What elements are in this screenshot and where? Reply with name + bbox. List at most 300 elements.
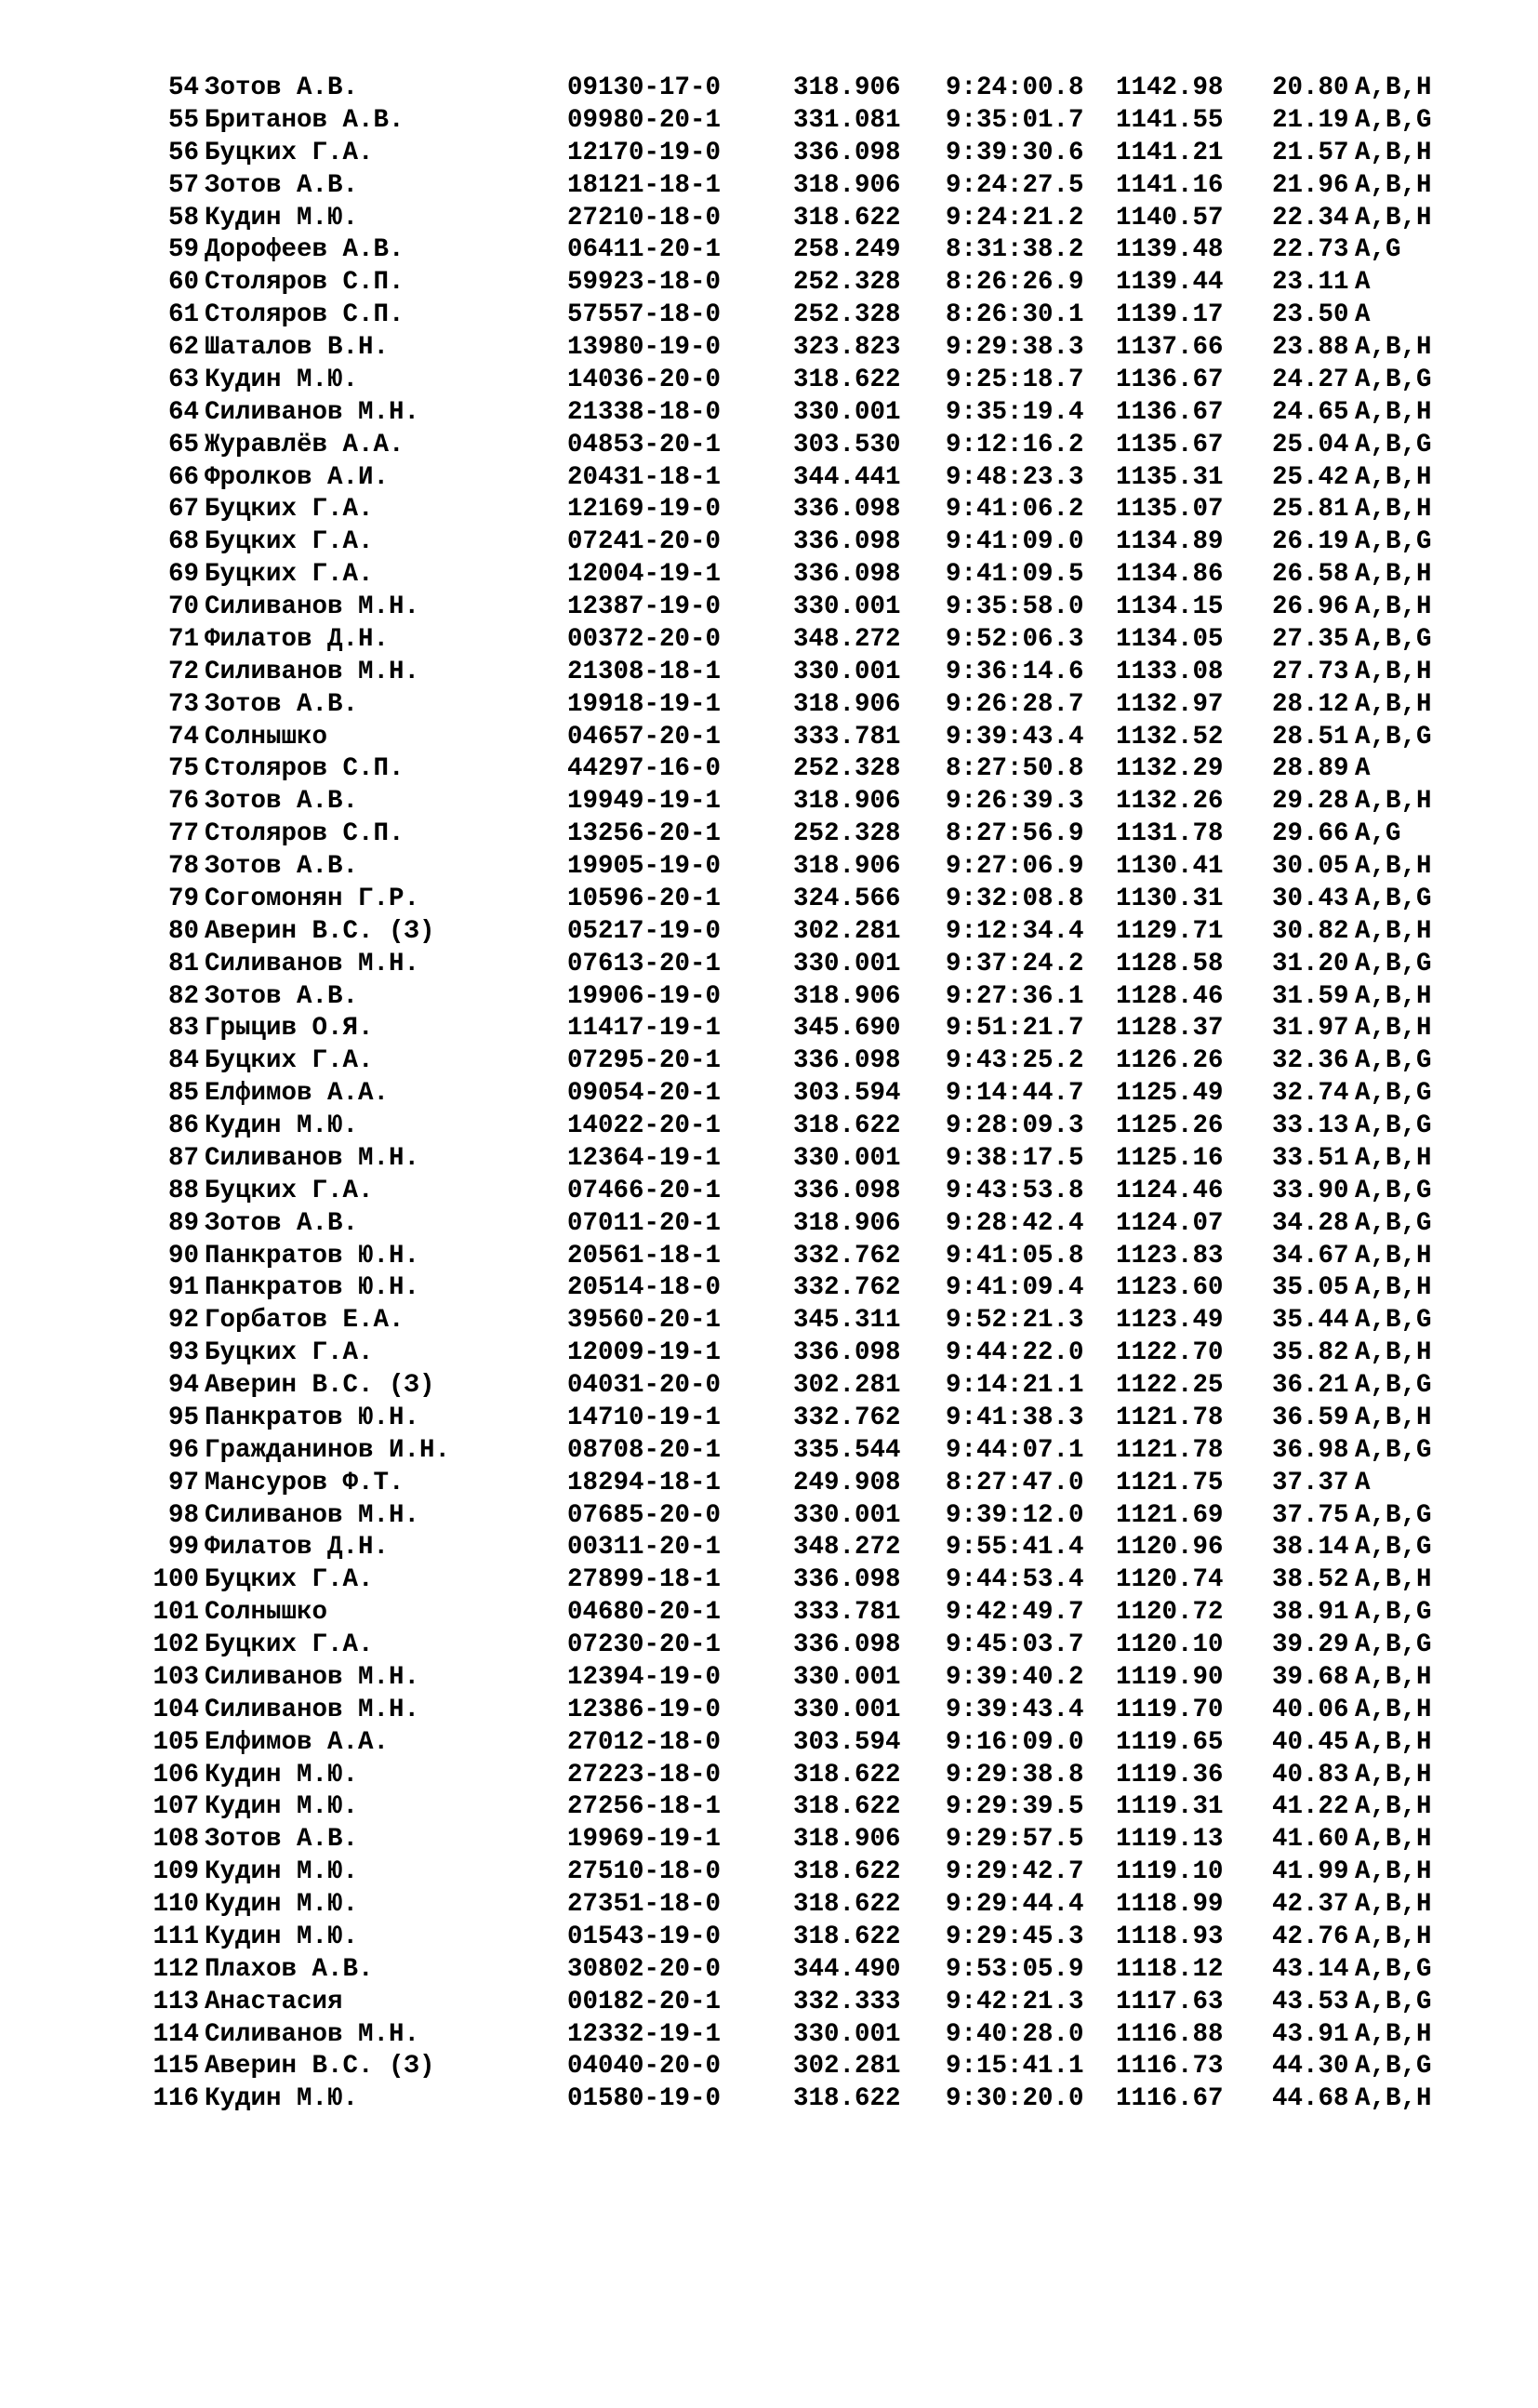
arrival-time-cell: 9:44:07.1 <box>946 1435 1084 1465</box>
distance-cell: 318.906 <box>793 852 901 881</box>
table-row <box>0 657 1538 689</box>
speed-cell: 1139.44 <box>1116 268 1224 298</box>
ring-number-cell: 20514-18-0 <box>567 1273 722 1303</box>
table-row <box>0 916 1538 949</box>
categories-cell: A,B,H <box>1355 1338 1432 1368</box>
table-row <box>0 1791 1538 1824</box>
distance-cell: 330.001 <box>793 1695 901 1724</box>
distance-cell: 330.001 <box>793 592 901 621</box>
fancier-name-cell: Силиванов М.Н. <box>205 2019 420 2049</box>
place-cell: 94 <box>167 1371 199 1400</box>
fancier-name-cell: Дорофеев А.В. <box>205 235 404 265</box>
table-row <box>0 689 1538 722</box>
arrival-time-cell: 9:44:53.4 <box>946 1565 1084 1595</box>
place-cell: 87 <box>167 1143 199 1173</box>
coefficient-cell: 36.98 <box>1272 1435 1349 1465</box>
distance-cell: 252.328 <box>793 268 901 298</box>
ring-number-cell: 11417-19-1 <box>567 1014 722 1044</box>
speed-cell: 1140.57 <box>1116 203 1224 233</box>
fancier-name-cell: Елфимов А.А. <box>205 1079 390 1109</box>
distance-cell: 336.098 <box>793 1565 901 1595</box>
place-cell: 91 <box>167 1273 199 1303</box>
table-row <box>0 1176 1538 1208</box>
arrival-time-cell: 9:26:39.3 <box>946 787 1084 817</box>
speed-cell: 1134.15 <box>1116 592 1224 621</box>
fancier-name-cell: Плахов А.В. <box>205 1954 374 1984</box>
ring-number-cell: 14036-20-0 <box>567 365 722 394</box>
arrival-time-cell: 9:29:38.8 <box>946 1760 1084 1789</box>
categories-cell: A,B,G <box>1355 430 1432 459</box>
speed-cell: 1135.07 <box>1116 495 1224 525</box>
ring-number-cell: 59923-18-0 <box>567 268 722 298</box>
fancier-name-cell: Буцких Г.А. <box>205 495 374 525</box>
ring-number-cell: 27223-18-0 <box>567 1760 722 1789</box>
categories-cell: A,B,G <box>1355 1079 1432 1109</box>
place-cell: 103 <box>152 1662 199 1692</box>
place-cell: 76 <box>167 787 199 817</box>
fancier-name-cell: Буцких Г.А. <box>205 560 374 590</box>
table-row <box>0 2019 1538 2052</box>
fancier-name-cell: Кудин М.Ю. <box>205 1890 359 1919</box>
table-row <box>0 1987 1538 2019</box>
arrival-time-cell: 9:39:43.4 <box>946 722 1084 752</box>
speed-cell: 1118.93 <box>1116 1922 1224 1951</box>
arrival-time-cell: 9:40:28.0 <box>946 2019 1084 2049</box>
table-row <box>0 1922 1538 1954</box>
distance-cell: 318.622 <box>793 365 901 394</box>
table-row <box>0 234 1538 267</box>
distance-cell: 336.098 <box>793 138 901 167</box>
fancier-name-cell: Панкратов Ю.Н. <box>205 1273 420 1303</box>
distance-cell: 252.328 <box>793 754 901 784</box>
arrival-time-cell: 9:55:41.4 <box>946 1533 1084 1563</box>
categories-cell: A,B,G <box>1355 1371 1432 1400</box>
categories-cell: A,B,G <box>1355 1533 1432 1563</box>
ring-number-cell: 04040-20-0 <box>567 2052 722 2082</box>
categories-cell: A,B,G <box>1355 1176 1432 1205</box>
coefficient-cell: 28.12 <box>1272 689 1349 719</box>
ring-number-cell: 09980-20-1 <box>567 105 722 135</box>
distance-cell: 318.622 <box>793 1922 901 1951</box>
ring-number-cell: 30802-20-0 <box>567 1954 722 1984</box>
fancier-name-cell: Шаталов В.Н. <box>205 333 390 362</box>
fancier-name-cell: Кудин М.Ю. <box>205 365 359 394</box>
fancier-name-cell: Грыцив О.Я. <box>205 1014 374 1044</box>
coefficient-cell: 43.53 <box>1272 1987 1349 2016</box>
fancier-name-cell: Анастасия <box>205 1987 343 2016</box>
distance-cell: 323.823 <box>793 333 901 362</box>
table-row <box>0 1760 1538 1792</box>
coefficient-cell: 31.20 <box>1272 949 1349 978</box>
categories-cell: A,B,H <box>1355 495 1432 525</box>
table-row <box>0 1597 1538 1630</box>
coefficient-cell: 33.90 <box>1272 1176 1349 1205</box>
table-row <box>0 526 1538 559</box>
fancier-name-cell: Силиванов М.Н. <box>205 1695 420 1724</box>
fancier-name-cell: Зотов А.В. <box>205 852 359 881</box>
categories-cell: A,B,G <box>1355 105 1432 135</box>
coefficient-cell: 22.73 <box>1272 235 1349 265</box>
fancier-name-cell: Горбатов Е.А. <box>205 1306 404 1336</box>
distance-cell: 318.622 <box>793 1890 901 1919</box>
coefficient-cell: 29.66 <box>1272 819 1349 849</box>
distance-cell: 345.311 <box>793 1306 901 1336</box>
place-cell: 105 <box>152 1727 199 1757</box>
coefficient-cell: 43.14 <box>1272 1954 1349 1984</box>
fancier-name-cell: Силиванов М.Н. <box>205 397 420 427</box>
ring-number-cell: 14710-19-1 <box>567 1403 722 1432</box>
ring-number-cell: 04657-20-1 <box>567 722 722 752</box>
ring-number-cell: 18294-18-1 <box>567 1468 722 1497</box>
categories-cell: A,B,H <box>1355 333 1432 362</box>
coefficient-cell: 34.67 <box>1272 1241 1349 1271</box>
ring-number-cell: 27210-18-0 <box>567 203 722 233</box>
speed-cell: 1139.48 <box>1116 235 1224 265</box>
place-cell: 86 <box>167 1111 199 1140</box>
ring-number-cell: 01580-19-0 <box>567 2084 722 2114</box>
categories-cell: A,B,H <box>1355 657 1432 686</box>
ring-number-cell: 13256-20-1 <box>567 819 722 849</box>
categories-cell: A,B,G <box>1355 722 1432 752</box>
distance-cell: 332.762 <box>793 1273 901 1303</box>
place-cell: 70 <box>167 592 199 621</box>
speed-cell: 1141.55 <box>1116 105 1224 135</box>
fancier-name-cell: Буцких Г.А. <box>205 1046 374 1076</box>
ring-number-cell: 57557-18-0 <box>567 300 722 330</box>
coefficient-cell: 24.65 <box>1272 397 1349 427</box>
categories-cell: A,B,H <box>1355 2019 1432 2049</box>
coefficient-cell: 40.06 <box>1272 1695 1349 1724</box>
categories-cell: A,G <box>1355 819 1401 849</box>
ring-number-cell: 44297-16-0 <box>567 754 722 784</box>
categories-cell: A,B,H <box>1355 689 1432 719</box>
ring-number-cell: 04680-20-1 <box>567 1598 722 1628</box>
distance-cell: 318.906 <box>793 1208 901 1238</box>
place-cell: 84 <box>167 1046 199 1076</box>
coefficient-cell: 22.34 <box>1272 203 1349 233</box>
table-row <box>0 1111 1538 1143</box>
speed-cell: 1118.12 <box>1116 1954 1224 1984</box>
coefficient-cell: 27.73 <box>1272 657 1349 686</box>
table-row <box>0 1564 1538 1597</box>
arrival-time-cell: 9:16:09.0 <box>946 1727 1084 1757</box>
coefficient-cell: 30.43 <box>1272 884 1349 913</box>
distance-cell: 249.908 <box>793 1468 901 1497</box>
place-cell: 83 <box>167 1014 199 1044</box>
categories-cell: A <box>1355 300 1371 330</box>
categories-cell: A,B,H <box>1355 592 1432 621</box>
ring-number-cell: 08708-20-1 <box>567 1435 722 1465</box>
table-row <box>0 1272 1538 1305</box>
place-cell: 54 <box>167 73 199 102</box>
categories-cell: A,B,G <box>1355 1630 1432 1659</box>
table-row <box>0 1370 1538 1403</box>
coefficient-cell: 37.37 <box>1272 1468 1349 1497</box>
speed-cell: 1116.73 <box>1116 2052 1224 2082</box>
speed-cell: 1134.05 <box>1116 624 1224 654</box>
arrival-time-cell: 8:26:26.9 <box>946 268 1084 298</box>
ring-number-cell: 04853-20-1 <box>567 430 722 459</box>
categories-cell: A,B,H <box>1355 73 1432 102</box>
table-row <box>0 1662 1538 1695</box>
ring-number-cell: 07230-20-1 <box>567 1630 722 1659</box>
speed-cell: 1119.65 <box>1116 1727 1224 1757</box>
speed-cell: 1119.31 <box>1116 1792 1224 1822</box>
arrival-time-cell: 9:24:27.5 <box>946 170 1084 200</box>
categories-cell: A,B,H <box>1355 462 1432 492</box>
ring-number-cell: 27899-18-1 <box>567 1565 722 1595</box>
coefficient-cell: 25.04 <box>1272 430 1349 459</box>
arrival-time-cell: 9:29:39.5 <box>946 1792 1084 1822</box>
table-row <box>0 559 1538 592</box>
speed-cell: 1117.63 <box>1116 1987 1224 2016</box>
distance-cell: 303.594 <box>793 1727 901 1757</box>
arrival-time-cell: 9:43:25.2 <box>946 1046 1084 1076</box>
speed-cell: 1136.67 <box>1116 397 1224 427</box>
distance-cell: 318.622 <box>793 1792 901 1822</box>
speed-cell: 1128.46 <box>1116 981 1224 1011</box>
fancier-name-cell: Кудин М.Ю. <box>205 2084 359 2114</box>
fancier-name-cell: Буцких Г.А. <box>205 527 374 557</box>
distance-cell: 303.594 <box>793 1079 901 1109</box>
ring-number-cell: 12169-19-0 <box>567 495 722 525</box>
distance-cell: 302.281 <box>793 2052 901 2082</box>
categories-cell: A,B,H <box>1355 138 1432 167</box>
distance-cell: 258.249 <box>793 235 901 265</box>
place-cell: 88 <box>167 1176 199 1205</box>
arrival-time-cell: 9:43:53.8 <box>946 1176 1084 1205</box>
speed-cell: 1122.70 <box>1116 1338 1224 1368</box>
place-cell: 57 <box>167 170 199 200</box>
table-row <box>0 1078 1538 1111</box>
fancier-name-cell: Гражданинов И.Н. <box>205 1435 451 1465</box>
arrival-time-cell: 9:14:21.1 <box>946 1371 1084 1400</box>
place-cell: 74 <box>167 722 199 752</box>
coefficient-cell: 32.74 <box>1272 1079 1349 1109</box>
fancier-name-cell: Силиванов М.Н. <box>205 592 420 621</box>
ring-number-cell: 07295-20-1 <box>567 1046 722 1076</box>
arrival-time-cell: 9:24:21.2 <box>946 203 1084 233</box>
place-cell: 98 <box>167 1500 199 1530</box>
fancier-name-cell: Елфимов А.А. <box>205 1727 390 1757</box>
place-cell: 58 <box>167 203 199 233</box>
fancier-name-cell: Филатов Д.Н. <box>205 1533 390 1563</box>
arrival-time-cell: 8:31:38.2 <box>946 235 1084 265</box>
speed-cell: 1135.31 <box>1116 462 1224 492</box>
fancier-name-cell: Аверин В.С. (З) <box>205 1371 435 1400</box>
distance-cell: 336.098 <box>793 1176 901 1205</box>
ring-number-cell: 18121-18-1 <box>567 170 722 200</box>
table-row <box>0 170 1538 203</box>
speed-cell: 1134.86 <box>1116 560 1224 590</box>
fancier-name-cell: Силиванов М.Н. <box>205 1143 420 1173</box>
categories-cell: A,B,G <box>1355 1306 1432 1336</box>
distance-cell: 331.081 <box>793 105 901 135</box>
coefficient-cell: 41.60 <box>1272 1825 1349 1855</box>
ring-number-cell: 14022-20-1 <box>567 1111 722 1140</box>
speed-cell: 1123.83 <box>1116 1241 1224 1271</box>
categories-cell: A,B,H <box>1355 1760 1432 1789</box>
categories-cell: A,B,G <box>1355 1598 1432 1628</box>
categories-cell: A,B,G <box>1355 365 1432 394</box>
fancier-name-cell: Кудин М.Ю. <box>205 1760 359 1789</box>
fancier-name-cell: Солнышко <box>205 722 328 752</box>
table-row <box>0 494 1538 526</box>
place-cell: 71 <box>167 624 199 654</box>
arrival-time-cell: 8:27:56.9 <box>946 819 1084 849</box>
arrival-time-cell: 9:45:03.7 <box>946 1630 1084 1659</box>
ring-number-cell: 07241-20-0 <box>567 527 722 557</box>
categories-cell: A,B,H <box>1355 981 1432 1011</box>
categories-cell: A,B,H <box>1355 1695 1432 1724</box>
table-row <box>0 1856 1538 1889</box>
arrival-time-cell: 9:51:21.7 <box>946 1014 1084 1044</box>
ring-number-cell: 27510-18-0 <box>567 1857 722 1887</box>
fancier-name-cell: Буцких Г.А. <box>205 1565 374 1595</box>
ring-number-cell: 20431-18-1 <box>567 462 722 492</box>
arrival-time-cell: 9:48:23.3 <box>946 462 1084 492</box>
coefficient-cell: 35.44 <box>1272 1306 1349 1336</box>
ring-number-cell: 27256-18-1 <box>567 1792 722 1822</box>
speed-cell: 1119.10 <box>1116 1857 1224 1887</box>
categories-cell: A,B,G <box>1355 1111 1432 1140</box>
coefficient-cell: 31.97 <box>1272 1014 1349 1044</box>
coefficient-cell: 40.83 <box>1272 1760 1349 1789</box>
coefficient-cell: 28.51 <box>1272 722 1349 752</box>
coefficient-cell: 25.81 <box>1272 495 1349 525</box>
categories-cell: A,B,H <box>1355 1825 1432 1855</box>
place-cell: 68 <box>167 527 199 557</box>
speed-cell: 1122.25 <box>1116 1371 1224 1400</box>
distance-cell: 252.328 <box>793 300 901 330</box>
speed-cell: 1133.08 <box>1116 657 1224 686</box>
arrival-time-cell: 9:41:09.5 <box>946 560 1084 590</box>
place-cell: 61 <box>167 300 199 330</box>
fancier-name-cell: Филатов Д.Н. <box>205 624 390 654</box>
categories-cell: A,B,G <box>1355 884 1432 913</box>
place-cell: 89 <box>167 1208 199 1238</box>
categories-cell: A,B,H <box>1355 1143 1432 1173</box>
categories-cell: A,B,H <box>1355 1922 1432 1951</box>
table-row <box>0 1468 1538 1500</box>
table-row <box>0 1143 1538 1176</box>
coefficient-cell: 23.50 <box>1272 300 1349 330</box>
speed-cell: 1142.98 <box>1116 73 1224 102</box>
arrival-time-cell: 9:39:43.4 <box>946 1695 1084 1724</box>
ring-number-cell: 07466-20-1 <box>567 1176 722 1205</box>
distance-cell: 336.098 <box>793 527 901 557</box>
coefficient-cell: 32.36 <box>1272 1046 1349 1076</box>
arrival-time-cell: 9:12:16.2 <box>946 430 1084 459</box>
speed-cell: 1119.70 <box>1116 1695 1224 1724</box>
coefficient-cell: 37.75 <box>1272 1500 1349 1530</box>
table-row <box>0 1241 1538 1273</box>
table-row <box>0 267 1538 299</box>
place-cell: 115 <box>152 2052 199 2082</box>
ring-number-cell: 39560-20-1 <box>567 1306 722 1336</box>
place-cell: 73 <box>167 689 199 719</box>
ring-number-cell: 05217-19-0 <box>567 916 722 946</box>
place-cell: 97 <box>167 1468 199 1497</box>
categories-cell: A,B,H <box>1355 1662 1432 1692</box>
arrival-time-cell: 9:15:41.1 <box>946 2052 1084 2082</box>
arrival-time-cell: 9:29:57.5 <box>946 1825 1084 1855</box>
table-row <box>0 851 1538 884</box>
arrival-time-cell: 9:30:20.0 <box>946 2084 1084 2114</box>
ring-number-cell: 12386-19-0 <box>567 1695 722 1724</box>
table-row <box>0 1727 1538 1760</box>
speed-cell: 1120.96 <box>1116 1533 1224 1563</box>
distance-cell: 348.272 <box>793 624 901 654</box>
coefficient-cell: 35.82 <box>1272 1338 1349 1368</box>
ring-number-cell: 20561-18-1 <box>567 1241 722 1271</box>
distance-cell: 330.001 <box>793 397 901 427</box>
place-cell: 59 <box>167 235 199 265</box>
table-row <box>0 753 1538 786</box>
coefficient-cell: 29.28 <box>1272 787 1349 817</box>
fancier-name-cell: Согомонян Г.Р. <box>205 884 420 913</box>
speed-cell: 1125.16 <box>1116 1143 1224 1173</box>
coefficient-cell: 39.29 <box>1272 1630 1349 1659</box>
distance-cell: 345.690 <box>793 1014 901 1044</box>
fancier-name-cell: Зотов А.В. <box>205 1208 359 1238</box>
arrival-time-cell: 9:39:12.0 <box>946 1500 1084 1530</box>
table-row <box>0 397 1538 430</box>
coefficient-cell: 20.80 <box>1272 73 1349 102</box>
place-cell: 67 <box>167 495 199 525</box>
table-row <box>0 1013 1538 1045</box>
coefficient-cell: 24.27 <box>1272 365 1349 394</box>
ring-number-cell: 04031-20-0 <box>567 1371 722 1400</box>
speed-cell: 1120.72 <box>1116 1598 1224 1628</box>
ring-number-cell: 00311-20-1 <box>567 1533 722 1563</box>
categories-cell: A,B,H <box>1355 1727 1432 1757</box>
distance-cell: 318.622 <box>793 2084 901 2114</box>
place-cell: 107 <box>152 1792 199 1822</box>
ring-number-cell: 19969-19-1 <box>567 1825 722 1855</box>
speed-cell: 1120.10 <box>1116 1630 1224 1659</box>
fancier-name-cell: Буцких Г.А. <box>205 1630 374 1659</box>
speed-cell: 1130.41 <box>1116 852 1224 881</box>
arrival-time-cell: 9:39:30.6 <box>946 138 1084 167</box>
table-row <box>0 818 1538 851</box>
arrival-time-cell: 9:41:38.3 <box>946 1403 1084 1432</box>
arrival-time-cell: 9:41:09.4 <box>946 1273 1084 1303</box>
speed-cell: 1132.97 <box>1116 689 1224 719</box>
ring-number-cell: 00372-20-0 <box>567 624 722 654</box>
distance-cell: 318.622 <box>793 1111 901 1140</box>
table-row <box>0 203 1538 235</box>
speed-cell: 1119.90 <box>1116 1662 1224 1692</box>
distance-cell: 336.098 <box>793 1630 901 1659</box>
fancier-name-cell: Зотов А.В. <box>205 1825 359 1855</box>
ring-number-cell: 07613-20-1 <box>567 949 722 978</box>
coefficient-cell: 28.89 <box>1272 754 1349 784</box>
arrival-time-cell: 9:35:58.0 <box>946 592 1084 621</box>
categories-cell: A,B,H <box>1355 203 1432 233</box>
place-cell: 108 <box>152 1825 199 1855</box>
distance-cell: 344.441 <box>793 462 901 492</box>
distance-cell: 318.906 <box>793 1825 901 1855</box>
table-row <box>0 1954 1538 1987</box>
fancier-name-cell: Кудин М.Ю. <box>205 203 359 233</box>
arrival-time-cell: 9:52:06.3 <box>946 624 1084 654</box>
categories-cell: A,B,H <box>1355 1857 1432 1887</box>
speed-cell: 1125.49 <box>1116 1079 1224 1109</box>
arrival-time-cell: 9:41:09.0 <box>946 527 1084 557</box>
fancier-name-cell: Зотов А.В. <box>205 981 359 1011</box>
ring-number-cell: 19906-19-0 <box>567 981 722 1011</box>
